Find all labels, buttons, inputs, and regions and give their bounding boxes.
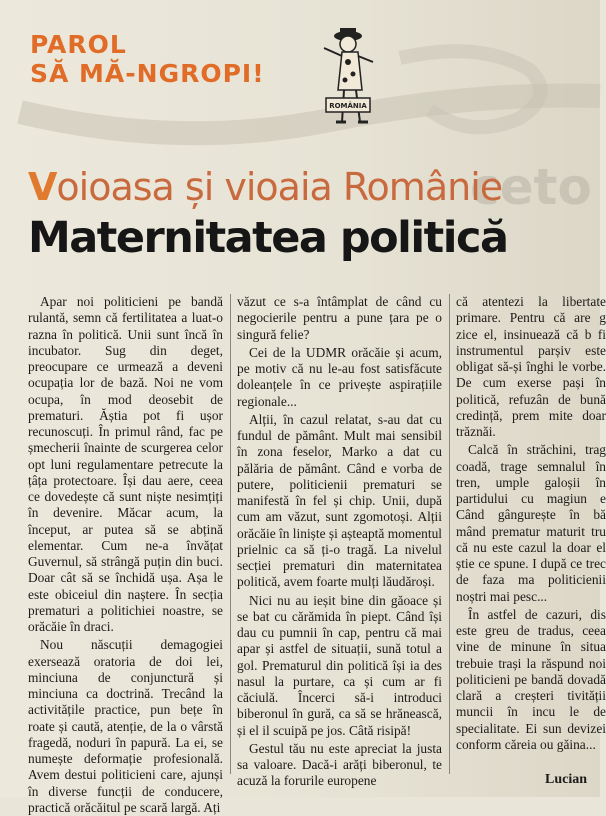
cartoon-sign-text: ROMÂNIA: [329, 102, 367, 110]
article-column-2: [237, 294, 442, 789]
bleed-through-text: ceto: [470, 158, 592, 216]
article-column-3: [456, 294, 606, 764]
column-2-paragraph: Alții, în cazul relatat, s-au dat cu fundul de pământ. Mult mai sensibil în zona feselor, Marko a dat cu pălăria de pământ. Când e vorba de putere, politicienii prematuri se manifestă în fel și chip. Unii, după cum am văzut, sunt zgomotoși. Alții orăcăie în liniște și așteaptă momentul prielnic ca să ți-o tragă. La nivelul secției prematuri din maternitatea politică, avem foarte mulți lăudăroși.: [237, 411, 442, 590]
column-1-paragraph: Nou născuții demagogiei exersează oratoria de doi lei, minciuna de conjunctură și minciuna ca doctrină. Trecând la activitățile practice, pun bețe în roate și caută, atenție, de la o vârstă fragedă, noduri în papură. La ei, se numește deformație profesională. Avem destui politicieni care, ajunși în diverse funcții de conducere, practică orăcăitul pe scară largă. Ați: [28, 637, 223, 815]
author-byline: Lucian: [545, 772, 588, 787]
column-divider: [449, 294, 450, 774]
kicker-initial: V: [28, 165, 57, 209]
rubric-line-2: SĂ MĂ-NGROPI!: [30, 59, 265, 88]
rubric-line-1: PAROL: [30, 30, 127, 59]
column-1-paragraph: Apar noi politicieni pe bandă rulantă, semn că fertilitatea a luat-o razna în politică. Unii sunt încă în incubator. Sug din deget, preocupare ce urmează a deveni ocupația lor de bază. Noi ne vom ocupa, în mod deosebit de prematuri. Ăștia pot fi ușor recunoscuți. În primul rând, fac pe șmecherii înainte de scurgerea celor opt luni regulamentare petrecute la țâța protectoare. Își dau aere, ceea ce dovedește că sunt niște nesimțiți în devenire. Măcar acum, la început, ar putea să se abțină elementar. Cum ne-a învățat Guvernul, să strângă puțin din buci. Doar cât să se închidă ușa. Așa le este obiceiul din naștere. În secția prematuri a politichiei noastre, se orăcăie în draci.: [28, 294, 223, 634]
column-2-paragraph: Cei de la UDMR orăcăie și acum, pe motiv că nu le-au fost satisfăcute doleanțele în ce privește aspirațiile regionale...: [237, 344, 442, 409]
column-2-paragraph: Nici nu au ieșit bine din găoace și se bat cu cărămida în piept. Când își dau cu pumnii în cap, pentru că mai apar și astfel de situații, sună totul a gol. Prematurul din politică își ia des nasul la purtare, ca și cum ar fi căciulă. Încerci să-i introduci biberonul în gură, ca să se hrănească, și el il scuipă pe jos. Câtă risipă!: [237, 592, 442, 738]
column-3-paragraph: Calcă în străchini, trag coadă, trage semnalul în tren, umple galoșii în partidului cu magiun e Când gângurește în bă mând prematur maturit tru că nu este cazul la doar el știe ce spune. I după ce trec de faza ma politicienii noștri mai pesc...: [456, 442, 606, 604]
rubric-title: [30, 30, 265, 88]
column-divider: [230, 294, 231, 774]
column-3-paragraph: În astfel de cazuri, dis este greu de tradus, ceea vine de minune în situa trebuie trași la răspund noi politicieni pe bandă dovadă clară a creșteri tivității muncii în incu le de specialitate. Ei sun devizei conform căreia ou găina...: [456, 606, 606, 752]
column-2-paragraph: Gestul tău nu este apreciat la justa sa valoare. Dacă-i arăți biberonul, te acuză la forurile europene: [237, 740, 442, 789]
column-3-paragraph: că atentezi la libertate primare. Pentru că are g zice el, insinuează că b fi instrumentul parșiv este obligat să-și înghi le vorbe. De cum exerse pași în politică, refuzân de bună credință, prem mite doar trăznăi.: [456, 294, 606, 439]
cartoon-man-with-sign-illustration: [318, 22, 388, 137]
article-column-1: [28, 294, 223, 815]
kicker-rest: oioasa și vioaia Românie: [56, 165, 503, 209]
article-headline: Maternitatea politică: [28, 213, 508, 263]
column-2-paragraph: văzut ce s-a întâmplat de când cu negocierile pentru a pune țara pe o singură felie?: [237, 294, 442, 342]
article-kicker: [28, 165, 502, 209]
